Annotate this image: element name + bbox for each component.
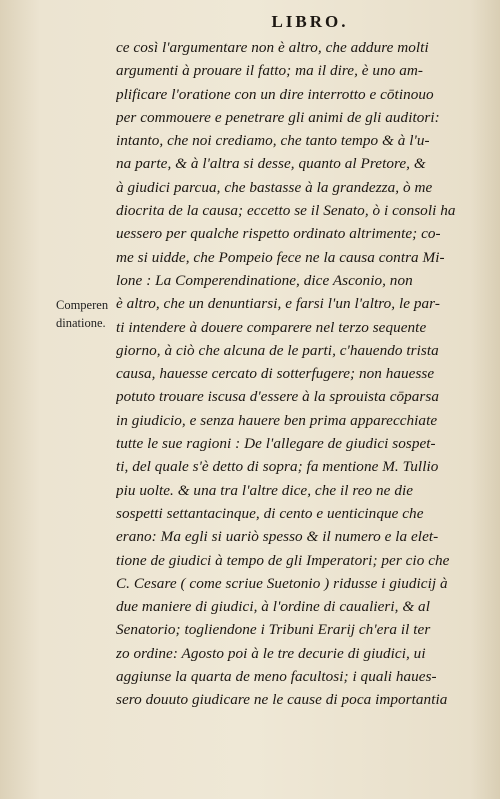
text-line: aggiunse la quarta de meno facultosi; i quali haues- — [116, 668, 437, 686]
text-line: ti intendere à douere comparere nel terzo sequente — [116, 318, 427, 336]
text-line: zo ordine: Agosto poi à le tre decurie di giudici, ui — [116, 644, 426, 662]
text-line: à giudici parcua, che bastasse à la grandezza, ò me — [116, 178, 433, 196]
margin-note — [56, 296, 108, 332]
text-line: tione de giudici à tempo de gli Imperatori; per cio che — [116, 551, 450, 569]
text-line: uessero per qualche rispetto ordinato altrimente; co- — [116, 225, 441, 243]
running-header — [0, 12, 500, 32]
text-line: diocrita de la causa; eccetto se il Senato, ò i consoli ha — [116, 202, 456, 220]
text-line: giorno, à ciò che alcuna de le parti, c'hauendo trista — [116, 341, 439, 359]
text-line: piu uolte. & una tra l'altre dice, che il reo ne die — [116, 481, 414, 499]
text-line: ti, del quale s'è detto di sopra; fa mentione M. Tullio — [116, 458, 439, 476]
text-line: plificare l'oratione con un dire interrotto e cōtinouo — [116, 85, 434, 103]
text-line: Senatorio; togliendone i Tribuni Erarij ch'era il ter — [116, 621, 431, 639]
text-line: na parte, & à l'altra si desse, quanto al Pretore, & — [116, 155, 426, 173]
text-line: lone : La Comperendinatione, dice Asconio, non — [116, 271, 413, 289]
text-line: argumenti à prouare il fatto; ma il dire, è uno am- — [116, 62, 423, 80]
text-line: sero douuto giudicare ne le cause di poca importantia — [116, 691, 448, 709]
body-text — [116, 36, 488, 712]
text-line: in giudicio, e senza hauere ben prima apparecchiate — [116, 411, 438, 429]
text-line: erano: Ma egli si uariò spesso & il numero e la elet- — [116, 528, 439, 546]
text-line: intanto, che noi crediamo, che tanto tempo & à l'u- — [116, 132, 430, 150]
text-line: sospetti settantacinque, di cento e uenticinque che — [116, 504, 424, 522]
text-line: causa, hauesse cercato di sotterfugere; non hauesse — [116, 365, 435, 383]
text-line: C. Cesare ( come scriue Suetonio ) ridusse i giudicij à — [116, 574, 448, 592]
text-line: tutte le sue ragioni : De l'allegare de giudici sospet- — [116, 435, 436, 453]
text-line: ce così l'argumentare non è altro, che addure molti — [116, 39, 429, 56]
text-line: me si uidde, che Pompeio fece ne la causa contra Mi- — [116, 248, 445, 266]
margin-note-line: Comperen — [56, 298, 109, 312]
text-line: è altro, che un denuntiarsi, e farsi l'un l'altro, le par- — [116, 295, 440, 313]
text-line: potuto trouare iscusa d'essere à la sprouista cōparsa — [116, 388, 440, 406]
text-line: due maniere di giudici, à l'ordine di caualieri, & al — [116, 598, 430, 616]
header-title: LIBRO. — [271, 12, 349, 31]
margin-note-line: dinatione. — [56, 316, 106, 330]
text-line: per commouere e penetrare gli animi de gli auditori: — [116, 108, 440, 126]
